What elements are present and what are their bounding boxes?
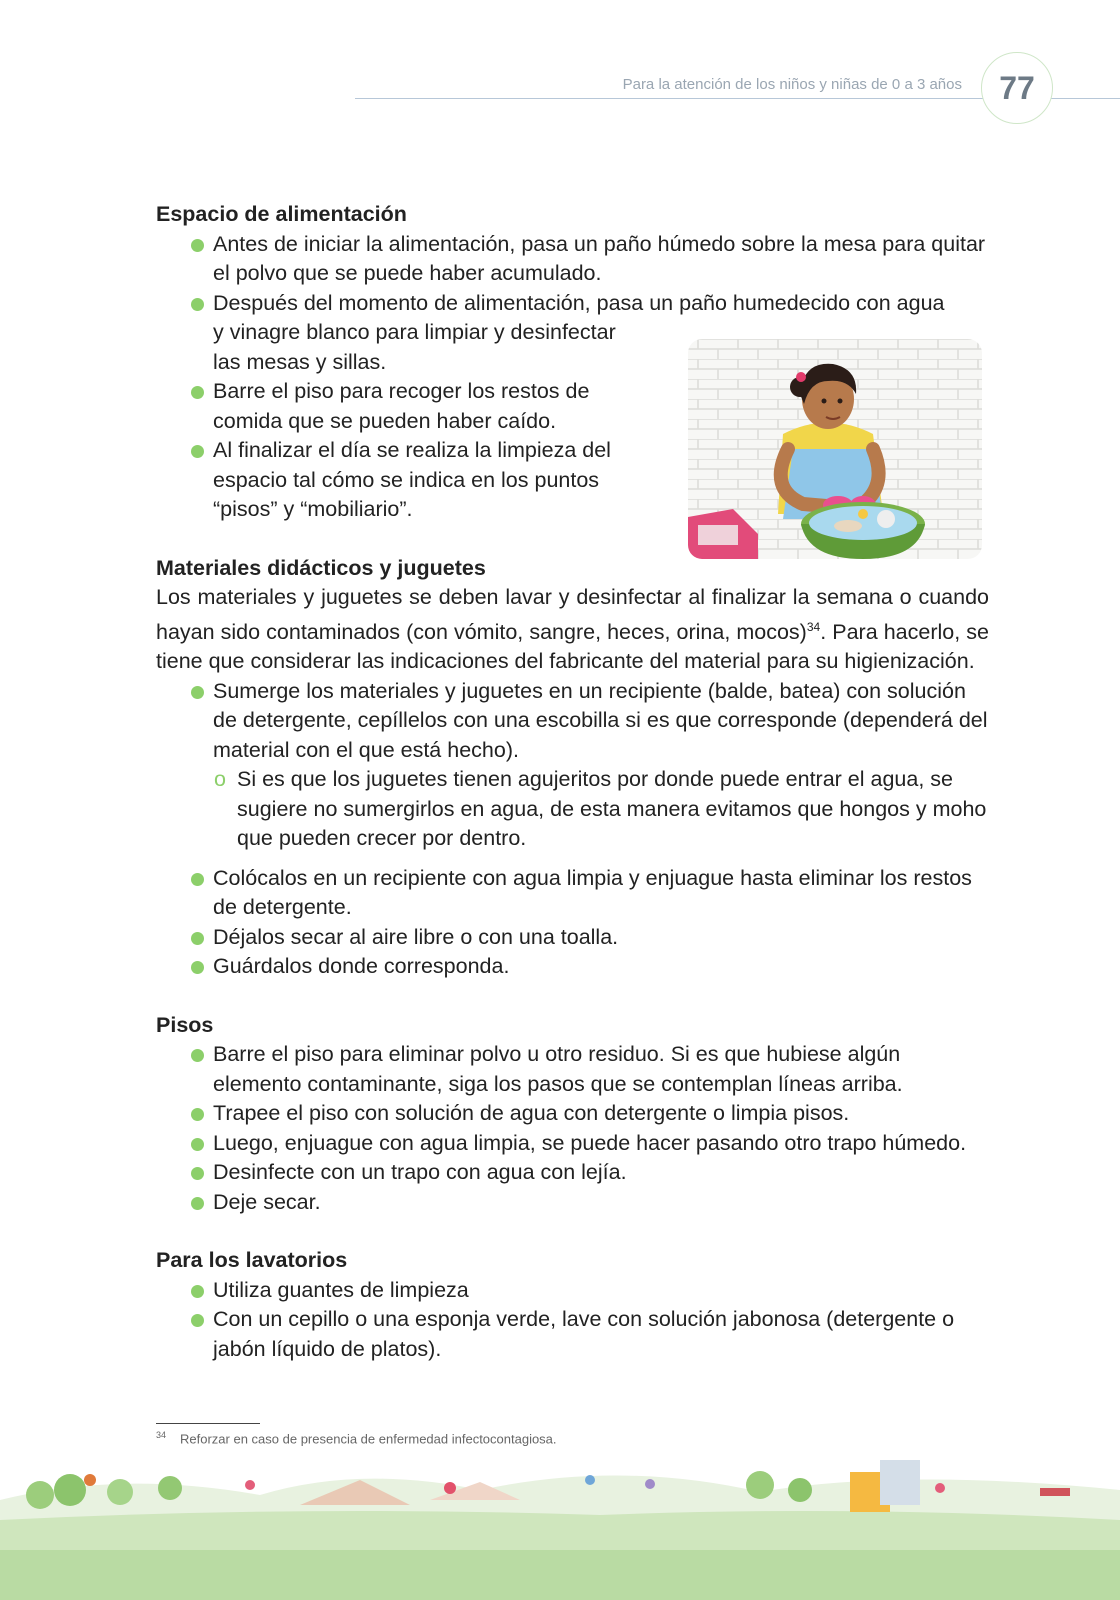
list-item: Barre el piso para recoger los restos de comida que se pueden haber caído. (213, 377, 633, 436)
list-item: Colócalos en un recipiente con agua limpia y enjuague hasta eliminar los restos de detergente. (213, 864, 989, 923)
list-item: Con un cepillo o una esponja verde, lave con solución jabonosa (detergente o jabón líquido de platos). (213, 1305, 989, 1364)
footnote (156, 1430, 557, 1446)
bullet-list (156, 1040, 989, 1217)
list-item: Desinfecte con un trapo con agua con lejía. (213, 1158, 989, 1188)
sub-list-item: o Si es que los juguetes tienen agujeritos por donde puede entrar el agua, se sugiere no sumergirlos en agua, de esta manera evitamos que hongos y moho que pueden crecer por dentro. (237, 765, 989, 854)
section-heading: Espacio de alimentación (156, 202, 407, 226)
list-item-text: Después del momento de alimentación, pasa un paño humedecido con agua (213, 290, 945, 315)
footnote-text: Reforzar en caso de presencia de enfermedad infectocontagiosa. (180, 1431, 557, 1447)
sub-list (213, 765, 989, 854)
section-heading: Pisos (156, 1012, 214, 1037)
list-item: Luego, enjuague con agua limpia, se puede hacer pasando otro trapo húmedo. (213, 1129, 989, 1159)
list-item: Al finalizar el día se realiza la limpieza del espacio tal cómo se indica en los puntos “pisos” y “mobiliario”. (213, 436, 633, 525)
footnote-ref: 34 (806, 619, 821, 634)
bullet-list (156, 677, 989, 982)
footnote-rule (156, 1423, 260, 1424)
list-item-text: Sumerge los materiales y juguetes en un recipiente (balde, batea) con solución de detergente, cepíllelos con una escobilla si es que corresponde (dependerá del material con el que está hecho). (213, 678, 988, 762)
washing-toys-drawing (688, 339, 982, 559)
section-materiales (156, 554, 989, 982)
paragraph-text: . Para hacerlo, se tiene que considerar las indicaciones del fabricante del material para su higienización. (156, 619, 989, 674)
list-item: Utiliza guantes de limpieza (213, 1276, 989, 1306)
list-item (213, 677, 989, 854)
landscape-footer-illustration (0, 1460, 1120, 1600)
illustration-washing-toys (688, 339, 982, 559)
footnote-number: 34 (156, 1430, 167, 1440)
section-lavatorios (156, 1246, 989, 1364)
page-number: 77 (981, 52, 1053, 124)
section-heading: Materiales didácticos y juguetes (156, 555, 486, 580)
section-heading: Para los lavatorios (156, 1248, 348, 1273)
list-item: Guárdalos donde corresponda. (213, 952, 989, 982)
running-header: Para la atención de los niños y niñas de 0 a 3 años (622, 76, 962, 93)
section-paragraph (156, 583, 989, 677)
list-item: Deje secar. (213, 1188, 989, 1218)
bullet-list (156, 1276, 989, 1365)
list-item-text: y vinagre blanco para limpiar y desinfectar las mesas y sillas. (213, 320, 616, 374)
list-item: Antes de iniciar la alimentación, pasa un paño húmedo sobre la mesa para quitar el polvo que se puede haber acumulado. (213, 230, 989, 289)
section-pisos (156, 1011, 989, 1218)
paragraph-text: Los materiales y juguetes se deben lavar y desinfectar al finalizar la semana o cuando hayan sido contaminados (con vómito, sangre, heces, orina, mocos) (156, 585, 989, 644)
list-item: Déjalos secar al aire libre o con una toalla. (213, 923, 989, 953)
list-item: Barre el piso para eliminar polvo u otro residuo. Si es que hubiese algún elemento contaminante, siga los pasos que se contemplan líneas arriba. (213, 1040, 989, 1099)
list-item: Trapee el piso con solución de agua con detergente o limpia pisos. (213, 1099, 989, 1129)
